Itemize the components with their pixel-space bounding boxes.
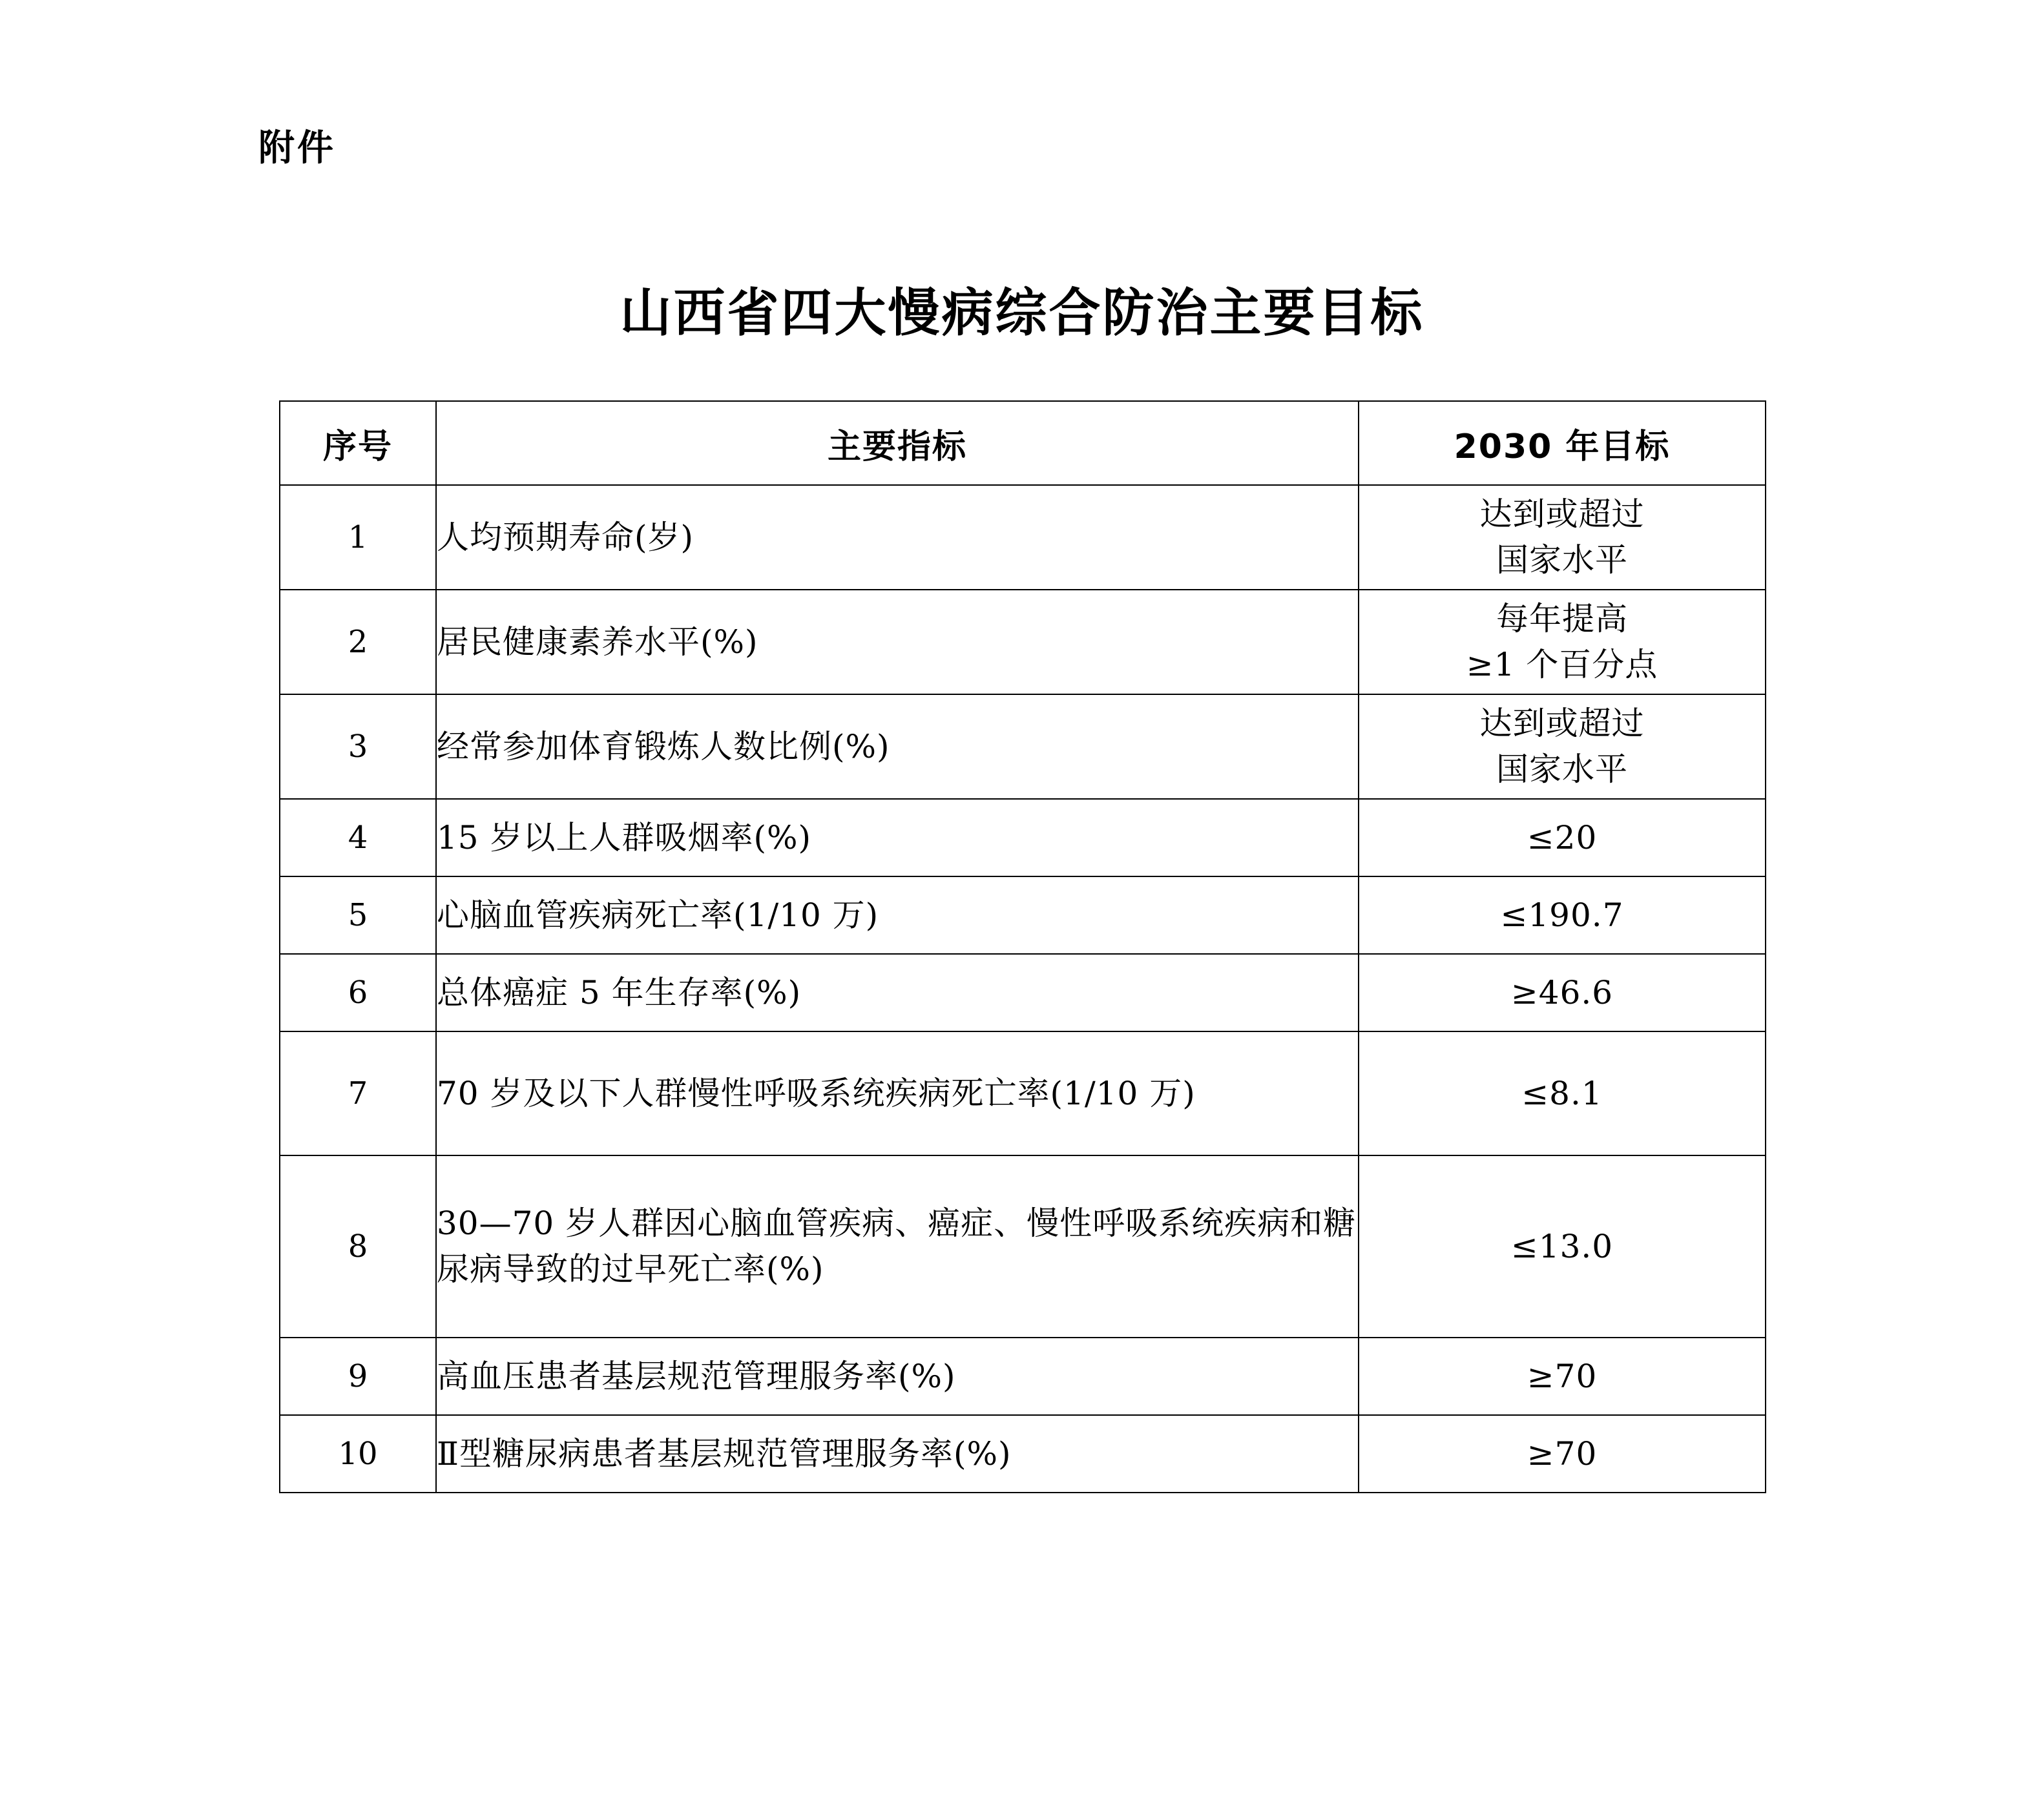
table-row [280,876,1766,954]
table-header-row [280,401,1766,485]
target-line: ≥1 个百分点 [1466,646,1658,683]
row-indicator: 总体癌症 5 年生存率(%) [436,954,1359,1031]
table-row [280,694,1766,799]
row-target [1359,876,1766,954]
target-line: ≥46.6 [1510,973,1614,1011]
target-line: ≥70 [1527,1434,1598,1473]
row-number: 7 [280,1031,436,1155]
row-indicator: 人均预期寿命(岁) [436,485,1359,590]
row-indicator: 高血压患者基层规范管理服务率(%) [436,1338,1359,1415]
target-line: ≤20 [1527,818,1598,856]
row-target [1359,590,1766,694]
row-number: 10 [280,1415,436,1493]
row-indicator: 30—70 岁人群因心脑血管疾病、癌症、慢性呼吸系统疾病和糖尿病导致的过早死亡率(%) [436,1155,1359,1338]
row-target [1359,485,1766,590]
target-line: ≥70 [1527,1357,1598,1395]
column-header-indicator: 主要指标 [436,401,1359,485]
row-target [1359,954,1766,1031]
table-row [280,1155,1766,1338]
table-row [280,485,1766,590]
row-target [1359,799,1766,876]
table-row [280,1031,1766,1155]
column-header-no: 序号 [280,401,436,485]
table-row [280,954,1766,1031]
row-number: 6 [280,954,436,1031]
row-target [1359,1338,1766,1415]
row-number: 9 [280,1338,436,1415]
row-target [1359,1031,1766,1155]
page-title: 山西省四大慢病综合防治主要目标 [620,283,1424,343]
target-line: 达到或超过 [1479,495,1645,533]
table-row [280,799,1766,876]
row-number: 3 [280,694,436,799]
row-indicator: Ⅱ型糖尿病患者基层规范管理服务率(%) [436,1415,1359,1493]
row-indicator: 15 岁以上人群吸烟率(%) [436,799,1359,876]
target-line: 达到或超过 [1479,705,1645,742]
row-target [1359,694,1766,799]
target-line: 国家水平 [1496,750,1628,788]
target-line: ≤13.0 [1510,1227,1614,1265]
row-number: 4 [280,799,436,876]
attachment-label: 附件 [258,127,336,169]
row-target [1359,1155,1766,1338]
row-indicator: 经常参加体育锻炼人数比例(%) [436,694,1359,799]
target-line: ≤8.1 [1521,1074,1603,1112]
target-line: 国家水平 [1496,541,1628,579]
column-header-target: 2030 年目标 [1359,401,1766,485]
table-row [280,1415,1766,1493]
goals-table-container [279,400,1765,1493]
row-number: 1 [280,485,436,590]
table-row [280,1338,1766,1415]
row-number: 2 [280,590,436,694]
table-row [280,590,1766,694]
goals-table [279,400,1766,1493]
row-indicator: 心脑血管疾病死亡率(1/10 万) [436,876,1359,954]
row-number: 8 [280,1155,436,1338]
row-indicator: 居民健康素养水平(%) [436,590,1359,694]
target-line: ≤190.7 [1500,896,1624,934]
row-target [1359,1415,1766,1493]
target-line: 每年提高 [1496,600,1628,637]
row-indicator: 70 岁及以下人群慢性呼吸系统疾病死亡率(1/10 万) [436,1031,1359,1155]
row-number: 5 [280,876,436,954]
